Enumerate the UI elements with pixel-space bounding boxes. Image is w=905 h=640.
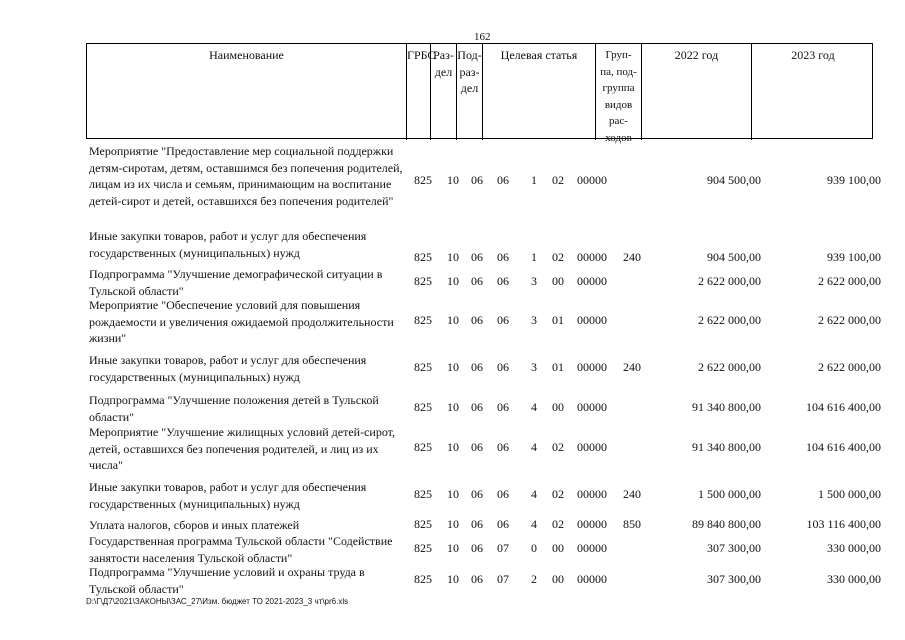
row-cs3: 02 [552,440,564,454]
table-row [86,228,886,262]
row-podrazdel: 06 [471,173,483,187]
row-razdel: 10 [447,440,459,454]
row-podrazdel: 06 [471,487,483,501]
row-2023: 1 500 000,00 [818,487,881,501]
footer-file-path: D:\Г\Д7\2021\ЗАКОНЫ\ЗАС_27\Изм. бюджет ТО 2021-2023_3 чт\pr6.xls [86,597,349,606]
row-cs3: 02 [552,517,564,531]
row-cs2: 3 [531,313,537,327]
row-name: Государственная программа Тульской области "Содействие занятости населения Тульской области" [89,534,393,565]
row-cs3: 00 [552,572,564,586]
row-cs3: 00 [552,541,564,555]
row-name: Подпрограмма "Улучшение условий и охраны труда в Тульской области" [89,565,365,596]
row-razdel: 10 [447,487,459,501]
row-cs4: 00000 [577,541,607,555]
row-cs3: 01 [552,313,564,327]
row-cs4: 00000 [577,173,607,187]
row-grbs: 825 [414,487,432,501]
row-cs4: 00000 [577,400,607,414]
row-2023: 2 622 000,00 [818,360,881,374]
row-cs1: 07 [497,572,509,586]
row-2023: 104 616 400,00 [806,400,881,414]
row-2022: 307 300,00 [707,572,761,586]
table-row [86,143,886,223]
row-name: Мероприятие "Улучшение жилищных условий детей-сирот, детей, оставшихся без попечения родителей, и лиц из их числа" [89,425,396,472]
header-name: Наименование [87,44,407,140]
header-podrazdel: Под- раз- дел [457,44,483,140]
row-cs4: 00000 [577,313,607,327]
row-2022: 904 500,00 [707,250,761,264]
row-razdel: 10 [447,274,459,288]
row-cs1: 06 [497,400,509,414]
row-vr: 240 [623,250,641,264]
row-2023: 330 000,00 [827,541,881,555]
row-cs4: 00000 [577,487,607,501]
row-grbs: 825 [414,517,432,531]
row-cs2: 4 [531,440,537,454]
row-grbs: 825 [414,250,432,264]
row-cs3: 02 [552,173,564,187]
row-cs2: 2 [531,572,537,586]
row-cs1: 06 [497,517,509,531]
table-row [86,479,886,513]
row-name: Иные закупки товаров, работ и услуг для обеспечения государственных (муниципальных) нужд [89,353,367,384]
row-podrazdel: 06 [471,517,483,531]
row-cs2: 0 [531,541,537,555]
row-razdel: 10 [447,173,459,187]
row-cs2: 4 [531,517,537,531]
header-razdel: Раз- дел [431,44,457,140]
row-2022: 91 340 800,00 [692,440,761,454]
row-2022: 1 500 000,00 [698,487,761,501]
row-2022: 2 622 000,00 [698,274,761,288]
row-name: Мероприятие "Предоставление мер социальной поддержки детям-сиротам, детям, оставшимся без попечения родителей, лицам из их числа и семьям, принимающим на воспитание детей-сирот и детей, оставшихся без попечения родителей" [89,144,403,208]
row-2023: 2 622 000,00 [818,313,881,327]
table-row [86,424,886,474]
row-grbs: 825 [414,313,432,327]
header-grbs: ГРБС [407,44,431,140]
row-name: Иные закупки товаров, работ и услуг для обеспечения государственных (муниципальных) нужд [89,229,367,260]
row-grbs: 825 [414,173,432,187]
row-razdel: 10 [447,541,459,555]
row-2022: 2 622 000,00 [698,360,761,374]
table-row [86,564,886,598]
row-name: Подпрограмма "Улучшение демографической ситуации в Тульской области" [89,267,383,298]
row-vr: 850 [623,517,641,531]
row-razdel: 10 [447,360,459,374]
row-grbs: 825 [414,274,432,288]
row-cs1: 06 [497,274,509,288]
row-name: Уплата налогов, сборов и иных платежей [89,518,300,532]
header-2022: 2022 год [642,44,752,140]
table-row [86,352,886,386]
row-podrazdel: 06 [471,400,483,414]
row-cs2: 1 [531,250,537,264]
row-grbs: 825 [414,360,432,374]
row-cs1: 07 [497,541,509,555]
row-podrazdel: 06 [471,541,483,555]
row-razdel: 10 [447,313,459,327]
row-cs2: 4 [531,400,537,414]
row-2022: 904 500,00 [707,173,761,187]
row-2023: 330 000,00 [827,572,881,586]
row-cs4: 00000 [577,274,607,288]
row-vr: 240 [623,360,641,374]
row-cs4: 00000 [577,440,607,454]
row-cs3: 02 [552,250,564,264]
row-2022: 307 300,00 [707,541,761,555]
row-name: Подпрограмма "Улучшение положения детей в Тульской области" [89,393,379,424]
table-row [86,266,886,300]
row-name: Иные закупки товаров, работ и услуг для обеспечения государственных (муниципальных) нужд [89,480,367,511]
row-cs4: 00000 [577,517,607,531]
row-cs3: 02 [552,487,564,501]
table-row [86,533,886,567]
row-podrazdel: 06 [471,440,483,454]
row-cs1: 06 [497,440,509,454]
table-row [86,517,886,534]
row-2023: 103 116 400,00 [806,517,881,531]
table-header [86,43,873,144]
header-gruppa: Груп- па, под- группа видов рас- ходов [596,44,642,140]
row-cs3: 00 [552,274,564,288]
row-name: Мероприятие "Обеспечение условий для повышения рождаемости и увеличения ожидаемой продолжительности жизни" [89,298,394,345]
row-razdel: 10 [447,400,459,414]
row-cs4: 00000 [577,572,607,586]
row-cs2: 3 [531,360,537,374]
page-number: 162 [474,31,491,43]
row-grbs: 825 [414,541,432,555]
row-cs2: 4 [531,487,537,501]
row-grbs: 825 [414,572,432,586]
row-cs3: 01 [552,360,564,374]
row-cs1: 06 [497,313,509,327]
table-row [86,392,886,426]
row-podrazdel: 06 [471,313,483,327]
row-2022: 89 840 800,00 [692,517,761,531]
row-podrazdel: 06 [471,250,483,264]
row-grbs: 825 [414,400,432,414]
row-podrazdel: 06 [471,274,483,288]
row-cs1: 06 [497,360,509,374]
row-cs3: 00 [552,400,564,414]
row-razdel: 10 [447,517,459,531]
row-2023: 104 616 400,00 [806,440,881,454]
row-razdel: 10 [447,572,459,586]
row-2023: 2 622 000,00 [818,274,881,288]
row-cs1: 06 [497,173,509,187]
row-cs2: 1 [531,173,537,187]
row-cs2: 3 [531,274,537,288]
header-2023: 2023 год [791,48,835,62]
row-cs1: 06 [497,250,509,264]
row-grbs: 825 [414,440,432,454]
row-vr: 240 [623,487,641,501]
row-cs4: 00000 [577,360,607,374]
row-cs1: 06 [497,487,509,501]
row-2023: 939 100,00 [827,250,881,264]
row-podrazdel: 06 [471,360,483,374]
row-2022: 2 622 000,00 [698,313,761,327]
row-podrazdel: 06 [471,572,483,586]
header-cel-statya: Целевая статья [483,44,596,140]
row-cs4: 00000 [577,250,607,264]
table-row [86,297,886,347]
row-2023: 939 100,00 [827,173,881,187]
row-razdel: 10 [447,250,459,264]
row-2022: 91 340 800,00 [692,400,761,414]
